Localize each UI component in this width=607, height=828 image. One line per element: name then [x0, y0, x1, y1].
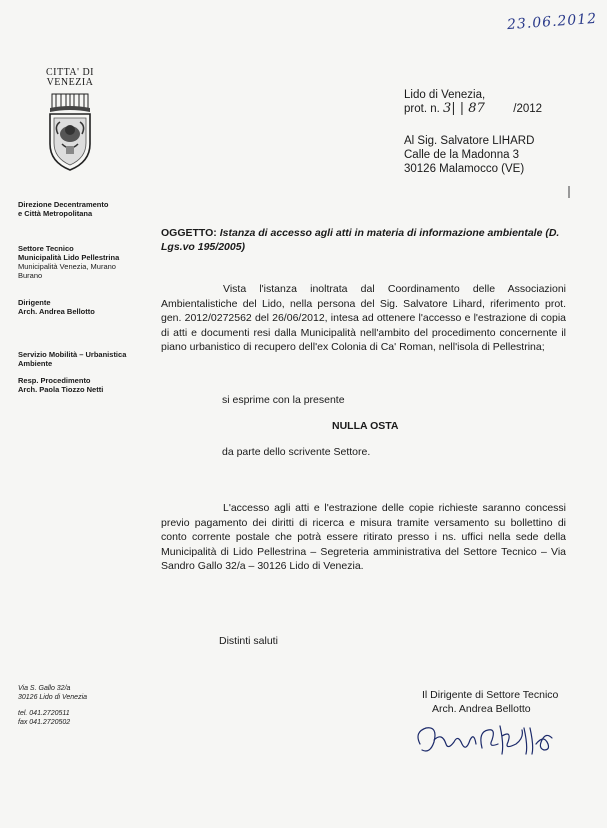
staple-mark [568, 186, 570, 198]
recipient-postal: 30126 Malamocco (VE) [404, 163, 525, 175]
nulla-osta-heading: NULLA OSTA [332, 420, 399, 432]
protocol-line [404, 102, 542, 116]
protocol-year: /2012 [513, 103, 543, 115]
servizio-line-2: Ambiente [18, 359, 53, 368]
resp-name: Arch. Paola Tiozzo Netti [18, 385, 104, 394]
sidebar-responsabile [18, 376, 153, 394]
sidebar-dirigente [18, 298, 153, 316]
signatory-name: Arch. Andrea Bellotto [432, 703, 531, 715]
handwritten-date: 23.06.2012 [506, 10, 598, 34]
direzione-line-1: Direzione Decentramento [18, 200, 109, 209]
city-logo [38, 68, 102, 172]
signature-block [422, 688, 558, 716]
settore-line-2: Municipalità Lido Pellestrina [18, 253, 120, 262]
protocol-number: 3| | 87 [443, 101, 485, 116]
footer-address [18, 684, 87, 702]
body-si-esprime: si esprime con la presente [222, 394, 345, 406]
footer-address-line-1: Via S. Gallo 32/a [18, 685, 71, 692]
footer-tel: tel. 041.2720511 [18, 710, 70, 717]
city-date-line: Lido di Venezia, [404, 89, 486, 101]
logo-line-2: VENEZIA [46, 77, 94, 88]
dirigente-label: Dirigente [18, 298, 51, 307]
logo-line-1: CITTA' DI [46, 67, 94, 78]
settore-line-4: Burano [18, 271, 43, 280]
header-address [404, 88, 542, 116]
subject-block [161, 226, 566, 254]
footer-contacts [18, 709, 70, 727]
direzione-line-2: e Città Metropolitana [18, 209, 93, 218]
body-paragraph-1: Vista l'istanza inoltrata dal Coordinamento delle Associazioni Ambientalistiche del Lido, nella persona del Sig. Salvatore Lihard, riferimento prot. gen. 2012/0272562 del 26/06/2012, intesa ad ottenere l'accesso e l'estrazione di copia di atti e documenti resi dalla Municipalità nell'ambito del procedimento concernente il piano urbanistico di recupero dell'ex Colonia di Ca' Roman, nell'isola di Pellestrina; [161, 283, 566, 353]
handwritten-signature [412, 714, 562, 764]
recipient-name: Al Sig. Salvatore LIHARD [404, 135, 535, 147]
sidebar-servizio [18, 350, 153, 368]
closing-salutation: Distinti saluti [219, 635, 278, 647]
settore-line-3: Municipalità Venezia, Murano [18, 262, 116, 271]
footer-fax: fax 041.2720502 [18, 719, 71, 726]
signatory-role: Il Dirigente di Settore Tecnico [422, 689, 559, 701]
protocol-prefix: prot. n. [404, 103, 440, 115]
dirigente-name: Arch. Andrea Bellotto [18, 307, 95, 316]
footer-address-line-2: 30126 Lido di Venezia [18, 694, 88, 701]
sidebar-direzione [18, 200, 153, 218]
venice-crest-icon [44, 92, 96, 172]
subject-label: OGGETTO: [161, 227, 217, 239]
settore-line-1: Settore Tecnico [18, 244, 74, 253]
sidebar-settore [18, 244, 153, 280]
recipient-block [404, 134, 534, 176]
servizio-line-1: Servizio Mobilità – Urbanistica [18, 350, 127, 359]
body-da-parte: da parte dello scrivente Settore. [222, 446, 371, 458]
body-paragraph-2: L'accesso agli atti e l'estrazione delle copie richieste saranno concessi previo pagamento dei diritti di ricerca e misura tramite versamento su bollettino di conto corrente postale che potrà essere ritirato presso i ns. uffici nella sede della Municipalità di Lido Pellestrina – Segreteria amministrativa del Settore Tecnico – Via Sandro Gallo 32/a – 30126 Lido di Venezia. [161, 502, 566, 572]
resp-label: Resp. Procedimento [18, 376, 91, 385]
subject-text: Istanza di accesso agli atti in materia di informazione ambientale (D. Lgs.vo 195/2005) [161, 227, 560, 253]
recipient-street: Calle de la Madonna 3 [404, 149, 520, 161]
